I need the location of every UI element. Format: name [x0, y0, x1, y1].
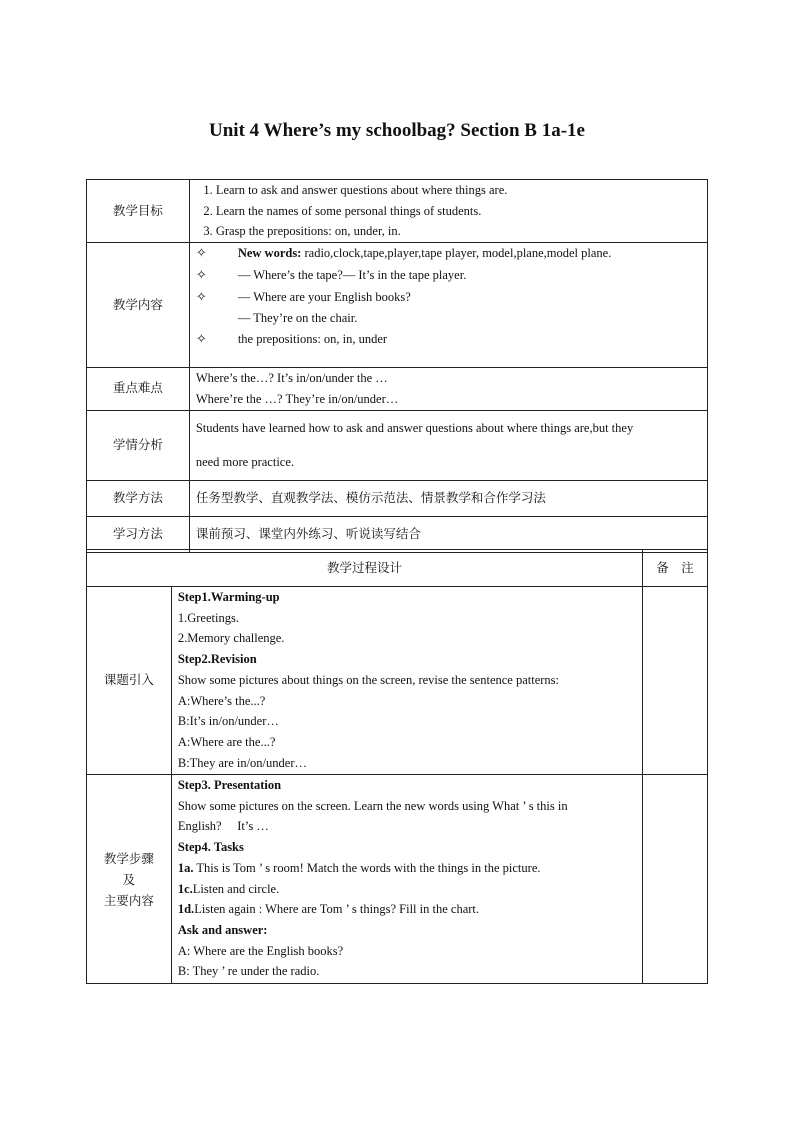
notes-cell — [643, 587, 708, 775]
process-header-row — [87, 550, 708, 587]
diamond-bullet-icon: ✧ — [195, 289, 207, 305]
analysis-cell — [189, 410, 707, 480]
task-text: This is Tom ’ s room! Match the words with the things in the picture. — [196, 860, 541, 875]
task-line — [178, 858, 636, 879]
task-number: 1c. — [177, 881, 193, 896]
diamond-bullet-icon: ✧ — [195, 267, 207, 283]
key-point-line: Where’s the…? It’s in/on/under the … — [195, 371, 388, 386]
notes-cell — [643, 775, 708, 984]
notes-header: 备 注 — [643, 550, 708, 587]
process-header: 教学过程设计 — [87, 550, 643, 587]
step-heading: Step3. Presentation — [177, 778, 282, 792]
new-words-label: New words: — [237, 246, 302, 261]
diamond-bullet-icon: ✧ — [195, 246, 207, 262]
step-heading: Step4. Tasks — [177, 840, 244, 855]
objectives-row — [87, 180, 708, 243]
ask-answer-heading: Ask and answer: — [177, 922, 268, 937]
intro-line: B:They are in/on/under… — [177, 755, 307, 770]
key-point-line: Where’re the …? They’re in/on/under… — [195, 391, 399, 406]
analysis-label: 学情分析 — [87, 410, 190, 480]
content-row — [87, 243, 708, 368]
key-points-cell — [189, 368, 707, 410]
steps-label-line: 教学步骤 — [103, 850, 154, 866]
learning-method-row — [87, 516, 708, 552]
objectives-cell — [189, 180, 707, 243]
steps-label-line: 及 — [122, 871, 136, 887]
content-line: — Where are your English books? — [237, 289, 411, 304]
analysis-line: Students have learned how to ask and answer questions about where things are,but they — [195, 421, 634, 436]
objectives-label: 教学目标 — [87, 180, 190, 243]
process-table — [86, 549, 708, 984]
objective-item: 2. Learn the names of some personal things of students. — [216, 201, 701, 222]
task-text: Listen again : Where are Tom ’ s things? Fill in the chart. — [194, 902, 480, 917]
intro-line: 1.Greetings. — [177, 610, 239, 625]
task-line — [178, 899, 636, 920]
steps-line: B: They ’ re under the radio. — [177, 964, 320, 979]
content-line: — They’re on the chair. — [237, 311, 358, 326]
steps-label — [87, 775, 172, 984]
analysis-line: need more practice. — [195, 455, 295, 470]
steps-cell — [171, 775, 642, 984]
step-heading: Step1.Warming-up — [177, 590, 280, 604]
learning-method-text: 课前预习、课堂内外练习、听说读写结合 — [189, 516, 707, 552]
task-line — [178, 879, 636, 900]
content-label: 教学内容 — [87, 243, 190, 368]
teaching-method-label: 教学方法 — [87, 480, 190, 516]
steps-line: English? It’s … — [177, 819, 269, 834]
page-title: Unit 4 Where’s my schoolbag? Section B 1a-1e — [209, 120, 585, 141]
intro-line: 2.Memory challenge. — [177, 631, 285, 646]
task-text: Listen and circle. — [192, 881, 280, 896]
steps-row — [87, 775, 708, 984]
analysis-row — [87, 410, 708, 480]
step-heading: Step2.Revision — [177, 652, 257, 667]
steps-line: A: Where are the English books? — [177, 943, 344, 958]
intro-line: A:Where’s the...? — [177, 693, 266, 708]
learning-method-label: 学习方法 — [87, 516, 190, 552]
steps-label-line: 主要内容 — [103, 892, 154, 908]
key-points-label: 重点难点 — [87, 368, 190, 410]
intro-line: B:It’s in/on/under… — [177, 714, 279, 729]
content-cell — [189, 243, 707, 368]
objective-item: 3. Grasp the prepositions: on, under, in. — [216, 221, 701, 242]
teaching-method-text: 任务型教学、直观教学法、模仿示范法、情景教学和合作学习法 — [189, 480, 707, 516]
teaching-method-row — [87, 480, 708, 516]
content-line: the prepositions: on, in, under — [237, 331, 388, 346]
task-number: 1d. — [177, 902, 195, 917]
intro-line: Show some pictures about things on the screen, revise the sentence patterns: — [177, 672, 560, 687]
content-line: — Where’s the tape?— It’s in the tape player. — [237, 267, 467, 282]
steps-line: Show some pictures on the screen. Learn the new words using What ’ s this in — [177, 798, 568, 813]
objective-item: 1. Learn to ask and answer questions about where things are. — [216, 180, 701, 201]
intro-cell — [171, 587, 642, 775]
diamond-bullet-icon: ✧ — [195, 331, 207, 347]
intro-row — [87, 587, 708, 775]
task-number: 1a. — [177, 860, 194, 875]
new-words-text: radio,clock,tape,player,tape player, model,plane,model plane. — [304, 246, 612, 261]
lesson-plan-table — [86, 179, 708, 553]
intro-label: 课题引入 — [87, 587, 172, 775]
intro-line: A:Where are the...? — [177, 734, 276, 749]
key-points-row — [87, 368, 708, 410]
